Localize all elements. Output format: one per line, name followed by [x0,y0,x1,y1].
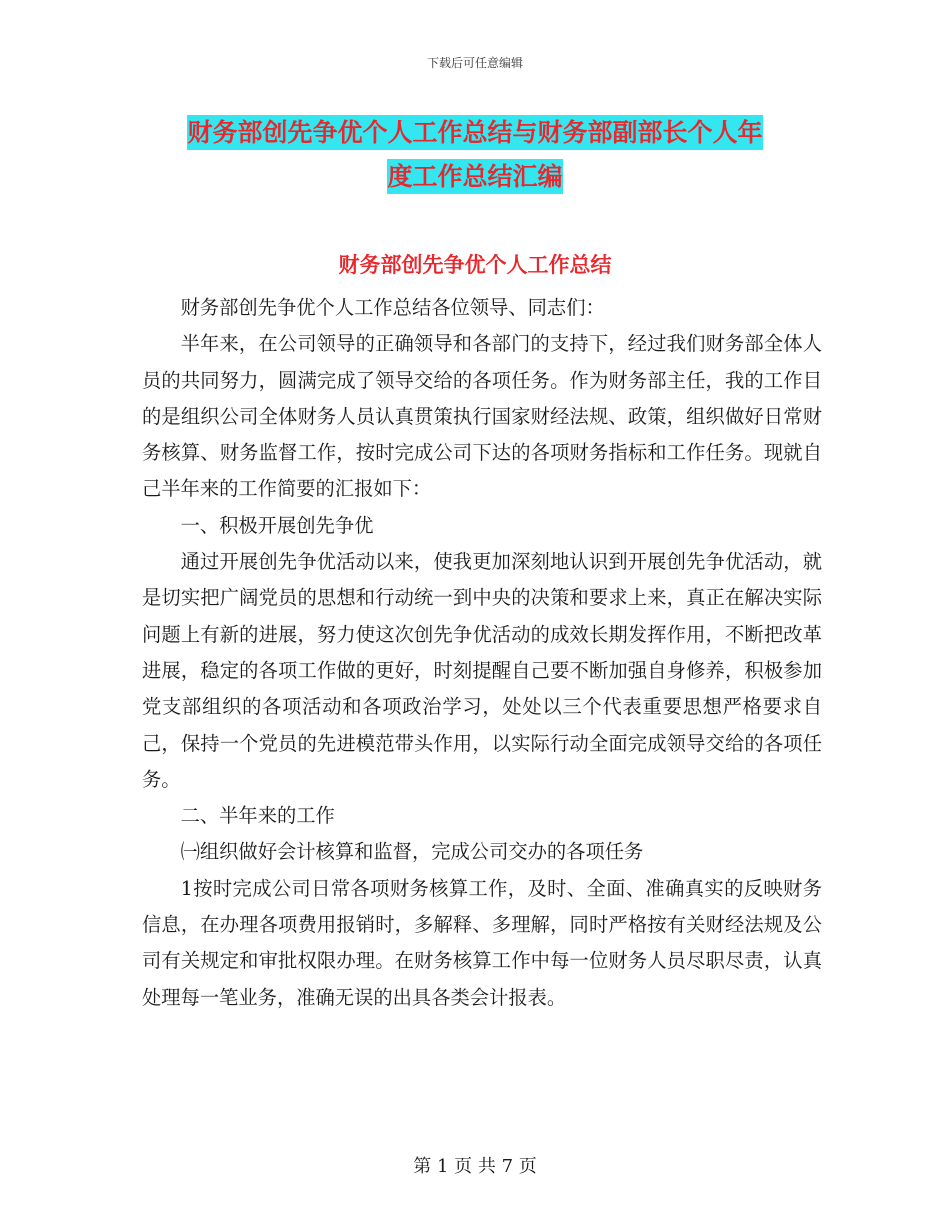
paragraph-item-one: 1按时完成公司日常各项财务核算工作，及时、全面、准确真实的反映财务信息，在办理各项费用报销时，多解释、多理解，同时严格按有关财经法规及公司有关规定和审批权限办理。在财务核算工作中每一位财务人员尽职尽责，认真处理每一笔业务，准确无误的出具各类会计报表。 [142,876,822,1009]
paragraph-section-one: 通过开展创先争优活动以来，使我更加深刻地认识到开展创先争优活动，就是切实把广阔党员的思想和行动统一到中央的决策和要求上来，真正在解决实际问题上有新的进展，努力使这次创先争优活动的成效长期发挥作用，不断把改革进展，稳定的各项工作做的更好，时刻提醒自己要不断加强自身修养，积极参加党支部组织的各项活动和各项政治学习，处处以三个代表重要思想严格要求自己，保持一个党员的先进模范带头作用，以实际行动全面完成领导交给的各项任务。 [142,550,822,791]
paragraph-intro: 半年来，在公司领导的正确领导和各部门的支持下，经过我们财务部全体人员的共同努力，圆满完成了领导交给的各项任务。作为财务部主任，我的工作目的是组织公司全体财务人员认真贯策执行国家财经法规、政策，组织做好日常财务核算、财务监督工作，按时完成公司下达的各项财务指标和工作任务。现就自己半年来的工作简要的汇报如下： [142,332,822,501]
document-title-line-1 [140,113,810,149]
heading-section-two: 二、半年来的工作 [180,804,335,828]
header-note: 下载后可任意编辑 [426,56,523,70]
subheading-accounting: ㈠组织做好会计核算和监督，完成公司交办的各项任务 [180,840,644,864]
document-title-text-1: 财务部创先争优个人工作总结与财务部副部长个人年 [187,115,762,150]
document-body [142,290,822,1016]
paragraph-salutation: 财务部创先争优个人工作总结各位领导、同志们： [180,296,605,319]
document-title-line-2 [140,157,810,193]
document-title-text-2: 度工作总结汇编 [387,159,562,194]
section-title: 财务部创先争优个人工作总结 [338,253,612,277]
page-footer: 第 1 页 共 7 页 [413,1156,537,1177]
heading-section-one: 一、积极开展创先争优 [180,513,374,537]
